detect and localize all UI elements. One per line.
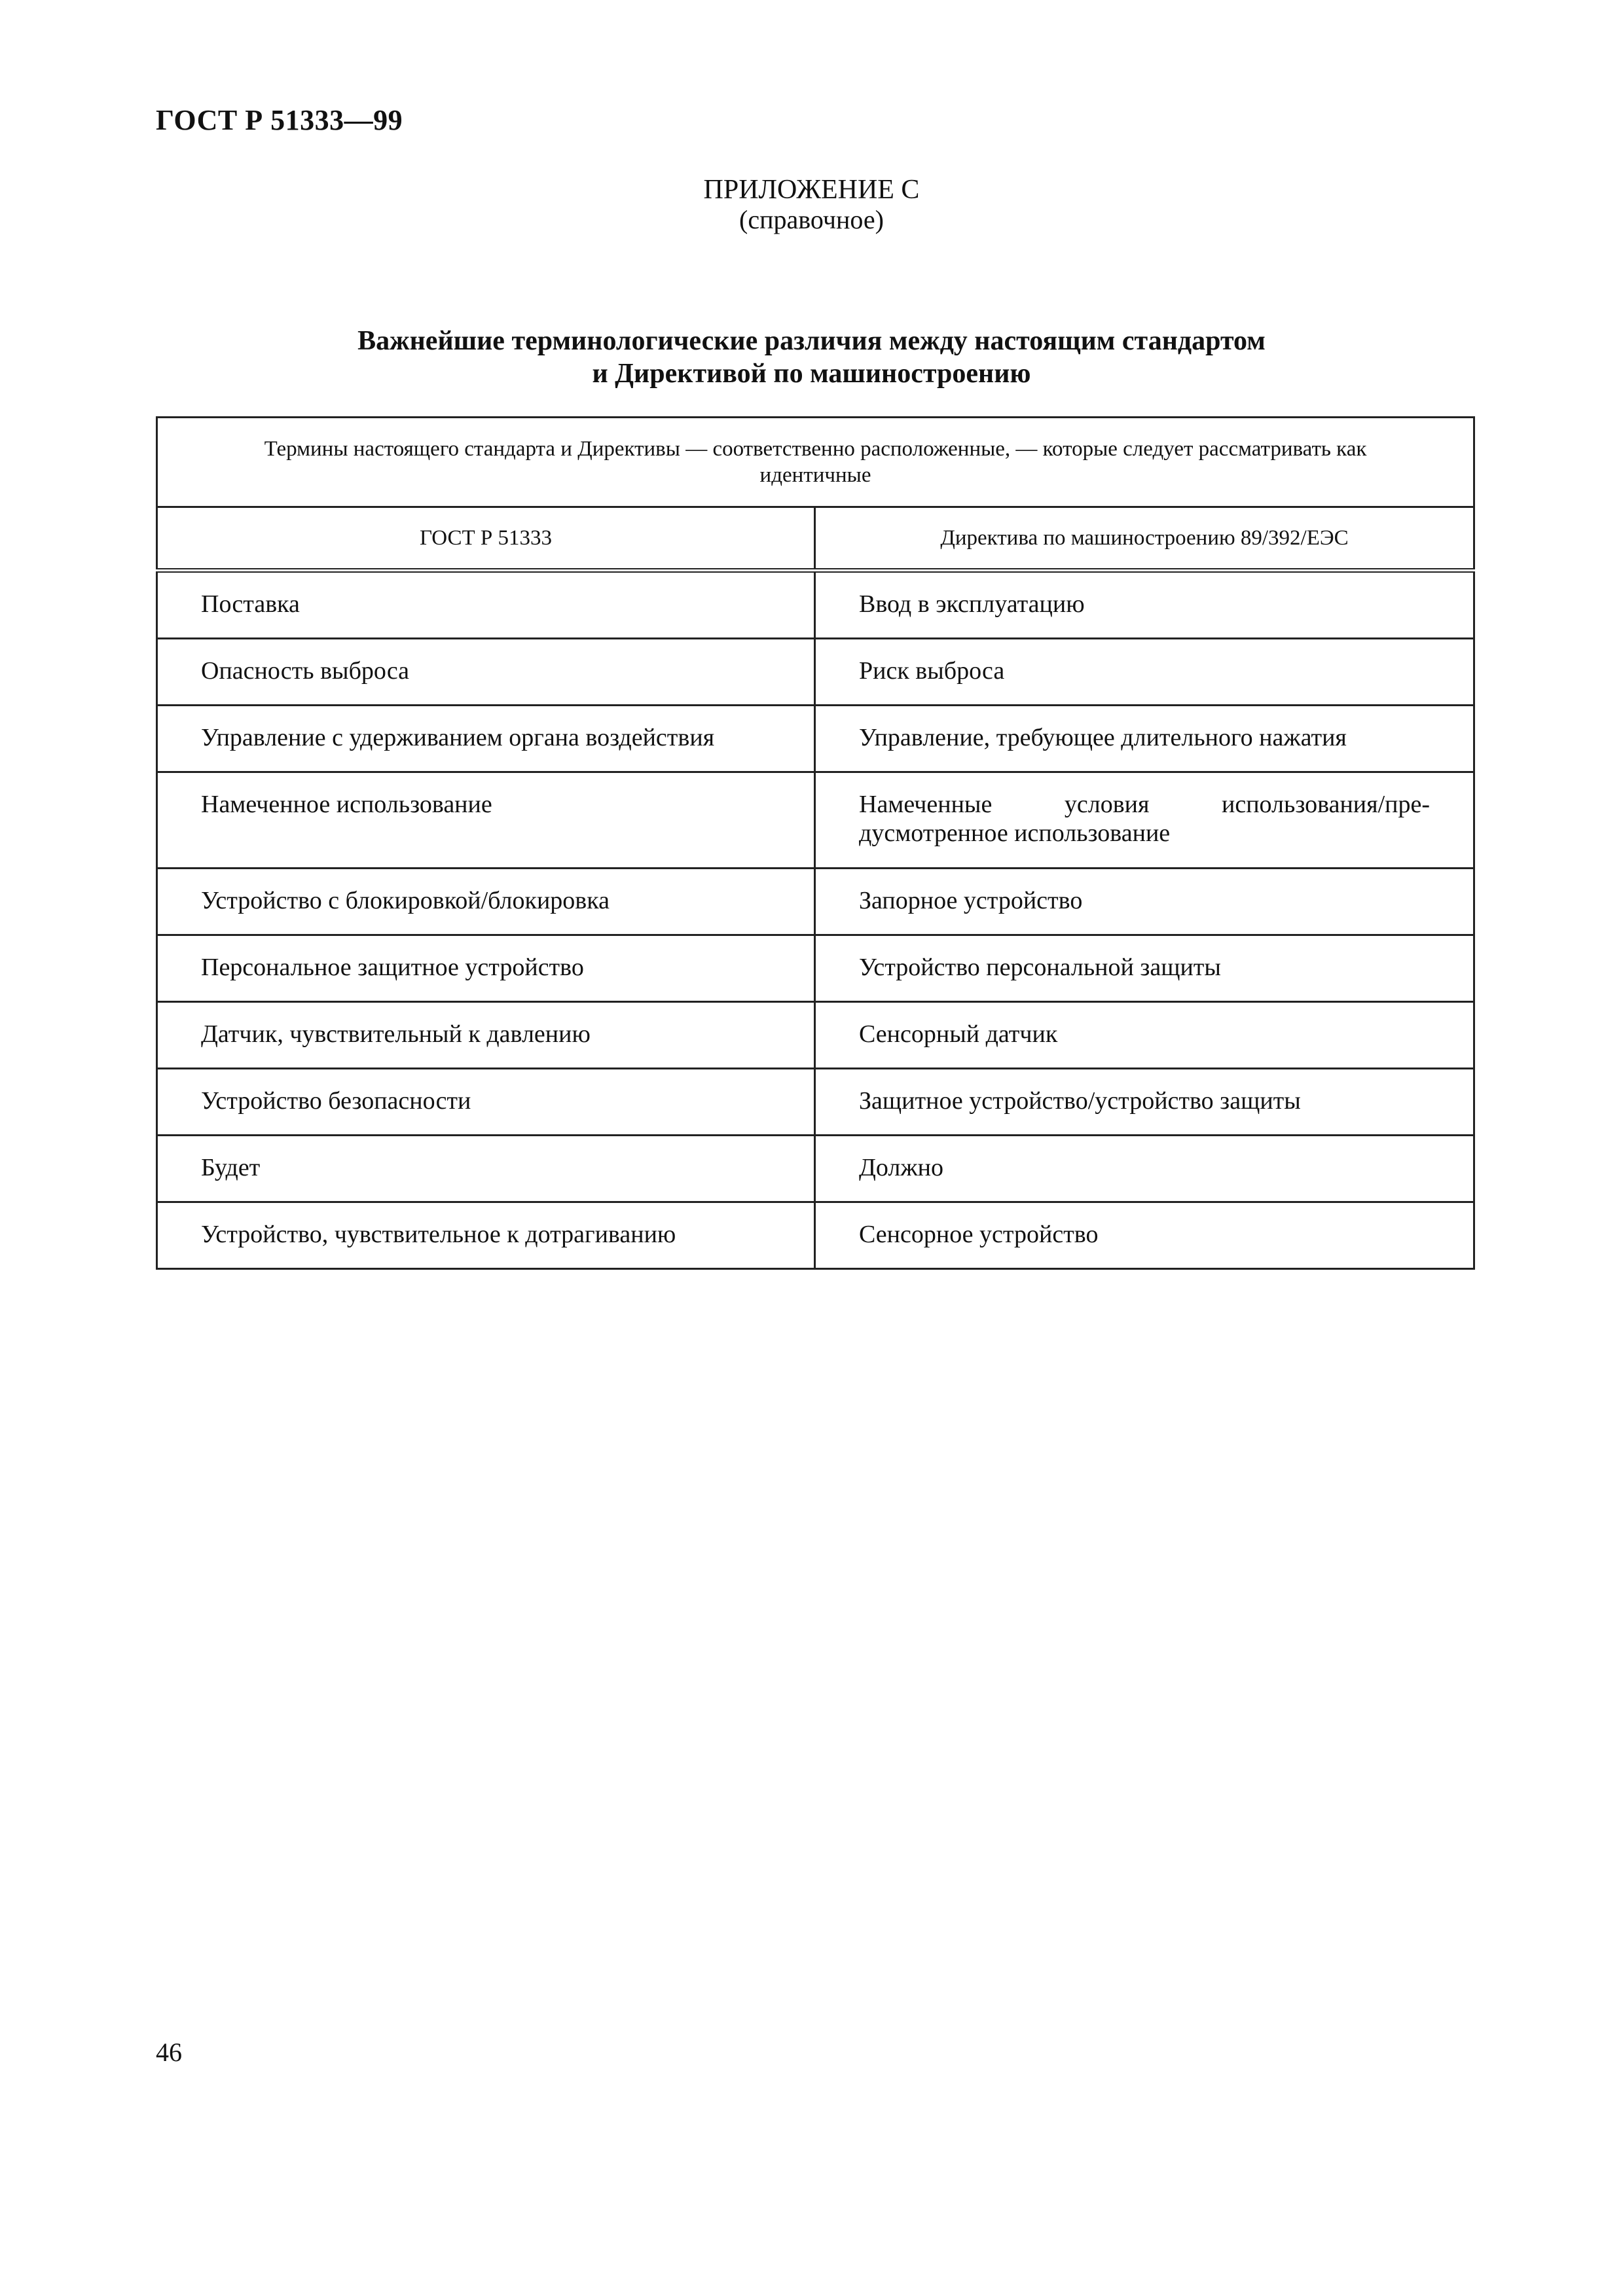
directive-term: Управление, требующее длительного нажатия: [815, 706, 1474, 772]
column-header-gost: ГОСТ Р 51333: [157, 507, 815, 571]
gost-term: Намеченное использование: [157, 772, 815, 869]
table-row: [157, 1202, 1474, 1269]
table-row: [157, 639, 1474, 706]
gost-term: Персональное защитное устройство: [157, 935, 815, 1002]
directive-term: Сенсорное устройство: [815, 1202, 1474, 1269]
span-header-row: [157, 418, 1474, 507]
table-row: [157, 935, 1474, 1002]
column-header-row: [157, 507, 1474, 571]
gost-term: Поставка: [157, 571, 815, 639]
gost-term: Устройство с блокировкой/блокировка: [157, 869, 815, 935]
table-title: [0, 325, 1623, 390]
gost-term: Будет: [157, 1136, 815, 1202]
directive-term: Должно: [815, 1136, 1474, 1202]
table-row: [157, 571, 1474, 639]
annex-kind: (справочное): [739, 205, 884, 234]
directive-term: Устройство персональной защиты: [815, 935, 1474, 1002]
directive-term: Ввод в эксплуатацию: [815, 571, 1474, 639]
directive-term: Намеченные условия использования/пре-дусмотренное использование: [815, 772, 1474, 869]
directive-term: Риск выброса: [815, 639, 1474, 706]
gost-term: Управление с удерживанием органа воздействия: [157, 706, 815, 772]
directive-term: Сенсорный датчик: [815, 1002, 1474, 1069]
gost-term: Опасность выброса: [157, 639, 815, 706]
page-number: 46: [156, 2037, 182, 2067]
table-row: [157, 1002, 1474, 1069]
span-header: Термины настоящего стандарта и Директивы — соответственно расположенные, — которые следует рассматривать как идентичные: [157, 418, 1474, 507]
table-row: [157, 772, 1474, 869]
document-code: ГОСТ Р 51333—99: [156, 104, 403, 136]
directive-term: Запорное устройство: [815, 869, 1474, 935]
table-row: [157, 1069, 1474, 1136]
column-header-directive: Директива по машиностроению 89/392/ЕЭС: [815, 507, 1474, 571]
table-title-line-1: Важнейшие терминологические различия между настоящим стандартом: [357, 326, 1266, 356]
table-title-line-2: и Директивой по машиностроению: [592, 359, 1031, 389]
table-row: [157, 706, 1474, 772]
terms-table: [156, 416, 1475, 1270]
gost-term: Датчик, чувствительный к давлению: [157, 1002, 815, 1069]
annex-title: ПРИЛОЖЕНИЕ С: [703, 175, 920, 205]
directive-term: Защитное устройство/устройство защиты: [815, 1069, 1474, 1136]
table-row: [157, 869, 1474, 935]
gost-term: Устройство, чувствительное к дотрагиванию: [157, 1202, 815, 1269]
gost-term: Устройство безопасности: [157, 1069, 815, 1136]
table-row: [157, 1136, 1474, 1202]
